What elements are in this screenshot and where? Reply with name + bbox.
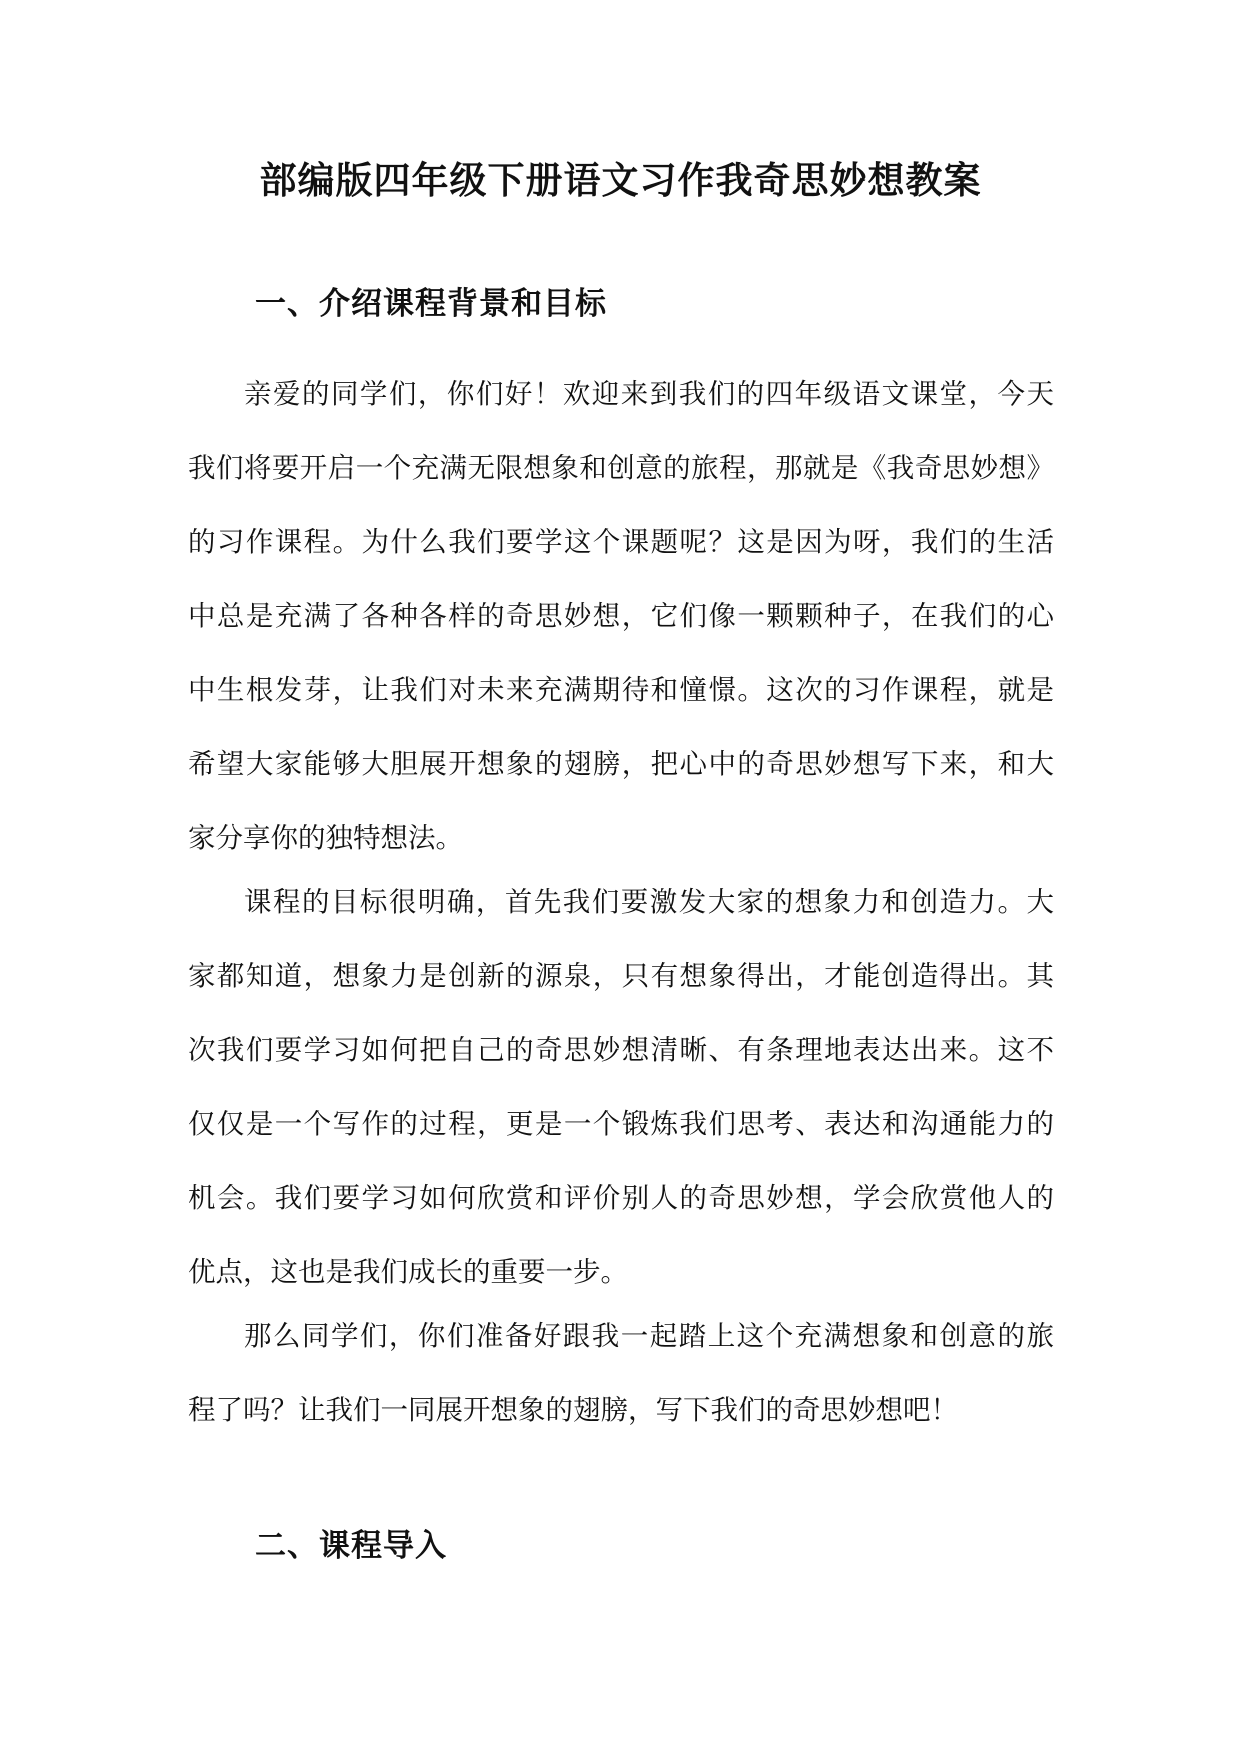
- text-line: 中生根发芽，让我们对未来充满期待和憧憬。这次的习作课程，就是: [188, 674, 1054, 706]
- text-line: 仅仅是一个写作的过程，更是一个锻炼我们思考、表达和沟通能力的: [188, 1108, 1054, 1140]
- section-heading-2: 二、课程导入: [255, 1528, 447, 1564]
- text-line: 亲爱的同学们，你们好！欢迎来到我们的四年级语文课堂，今天: [244, 378, 1054, 410]
- text-line: 优点，这也是我们成长的重要一步。: [188, 1256, 628, 1288]
- document-title: 部编版四年级下册语文习作我奇思妙想教案: [259, 158, 982, 202]
- text-line: 家都知道，想象力是创新的源泉，只有想象得出，才能创造得出。其: [188, 960, 1054, 992]
- text-line: 我们将要开启一个充满无限想象和创意的旅程，那就是《我奇思妙想》: [188, 452, 1054, 484]
- paragraph-invitation: [188, 1299, 1054, 1447]
- text-line: 那么同学们，你们准备好跟我一起踏上这个充满想象和创意的旅: [244, 1320, 1054, 1352]
- text-line: 次我们要学习如何把自己的奇思妙想清晰、有条理地表达出来。这不: [188, 1034, 1054, 1066]
- text-line: 的习作课程。为什么我们要学这个课题呢？这是因为呀，我们的生活: [188, 526, 1054, 558]
- paragraph-intro: [188, 357, 1054, 875]
- section-heading-1: 一、介绍课程背景和目标: [255, 286, 607, 322]
- text-line: 机会。我们要学习如何欣赏和评价别人的奇思妙想，学会欣赏他人的: [188, 1182, 1054, 1214]
- text-line: 程了吗？让我们一同展开想象的翅膀，写下我们的奇思妙想吧！: [188, 1394, 958, 1426]
- text-line: 家分享你的独特想法。: [188, 822, 463, 854]
- text-line: 希望大家能够大胆展开想象的翅膀，把心中的奇思妙想写下来，和大: [188, 748, 1054, 780]
- text-line: 中总是充满了各种各样的奇思妙想，它们像一颗颗种子，在我们的心: [188, 600, 1054, 632]
- text-line: 课程的目标很明确，首先我们要激发大家的想象力和创造力。大: [244, 886, 1054, 918]
- paragraph-goals: [188, 865, 1054, 1309]
